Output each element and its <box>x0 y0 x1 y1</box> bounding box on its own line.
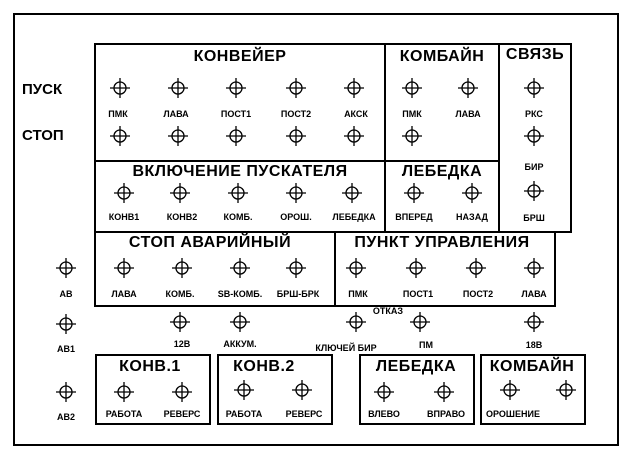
winch-label-back: НАЗАД <box>456 212 488 222</box>
conveyor-pmk-start-jack[interactable] <box>110 78 130 98</box>
jack-symbol-icon <box>344 78 364 98</box>
jack-symbol-icon <box>434 382 454 402</box>
row-label-stop: СТОП <box>22 127 64 144</box>
av1-label: АВ1 <box>56 344 76 354</box>
emergency-title: СТОП АВАРИЙНЫЙ <box>128 234 292 251</box>
emergency-label-sb-komb: SB-КОМБ. <box>217 289 263 299</box>
jack-symbol-icon <box>226 78 246 98</box>
jack-symbol-icon <box>230 312 250 332</box>
conv1-reverse-jack[interactable] <box>172 382 192 402</box>
jack-symbol-icon <box>346 312 366 332</box>
conveyor-post2-start-jack[interactable] <box>286 78 306 98</box>
emergency-lava-jack[interactable] <box>114 258 134 278</box>
jack-symbol-icon <box>524 181 544 201</box>
comms-bir-jack[interactable] <box>524 126 544 146</box>
comms-label-bir: БИР <box>524 162 544 172</box>
winch-label-right: ВПРАВО <box>427 409 465 419</box>
winch-left-jack[interactable] <box>374 382 394 402</box>
jack-symbol-icon <box>168 78 188 98</box>
conveyor-label-post2: ПОСТ2 <box>280 109 312 119</box>
control-post2-jack[interactable] <box>466 258 486 278</box>
battery-label: АККУМ. <box>223 339 257 349</box>
conveyor-label-aksk: АКСК <box>344 109 368 119</box>
emergency-sb-komb-jack[interactable] <box>230 258 250 278</box>
conveyor-pmk-stop-jack[interactable] <box>110 126 130 146</box>
jack-symbol-icon <box>500 380 520 400</box>
conveyor-post1-start-jack[interactable] <box>226 78 246 98</box>
jack-symbol-icon <box>172 258 192 278</box>
emergency-label-brsh-brk: БРШ-БРК <box>276 289 320 299</box>
starter-label-konv1: КОНВ1 <box>108 212 140 222</box>
av1-jack[interactable] <box>56 314 76 334</box>
jack-symbol-icon <box>402 78 422 98</box>
control-lava-jack[interactable] <box>524 258 544 278</box>
comms-rks-jack[interactable] <box>524 78 544 98</box>
jack-symbol-icon <box>524 258 544 278</box>
jack-symbol-icon <box>56 314 76 334</box>
jack-symbol-icon <box>110 126 130 146</box>
emergency-brsh-brk-jack[interactable] <box>286 258 306 278</box>
conv2-label-work: РАБОТА <box>225 409 263 419</box>
control-label-pmk: ПМК <box>348 289 368 299</box>
conveyor-post1-stop-jack[interactable] <box>226 126 246 146</box>
conveyor-lava-start-jack[interactable] <box>168 78 188 98</box>
starter-orosh-jack[interactable] <box>286 183 306 203</box>
jack-symbol-icon <box>292 380 312 400</box>
comms-brsh-jack[interactable] <box>524 181 544 201</box>
control-label-post2: ПОСТ2 <box>462 289 494 299</box>
starter-komb-jack[interactable] <box>228 183 248 203</box>
starter-label-komb: КОМБ. <box>223 212 253 222</box>
av-label: АВ <box>59 289 73 299</box>
jack-symbol-icon <box>462 183 482 203</box>
starter-konv2-jack[interactable] <box>170 183 190 203</box>
jack-symbol-icon <box>524 78 544 98</box>
comms-label-brsh: БРШ <box>523 213 545 223</box>
jack-symbol-icon <box>286 78 306 98</box>
jack-symbol-icon <box>170 183 190 203</box>
combine-pmk-start-jack[interactable] <box>402 78 422 98</box>
12v-jack[interactable] <box>170 312 190 332</box>
jack-symbol-icon <box>374 382 394 402</box>
conveyor-title: КОНВЕЙЕР <box>193 48 287 65</box>
av2-label: АВ2 <box>56 412 76 422</box>
winch-right-jack[interactable] <box>434 382 454 402</box>
jack-symbol-icon <box>344 126 364 146</box>
pm-label: ПМ <box>419 340 433 350</box>
av2-jack[interactable] <box>56 382 76 402</box>
winch-bottom-title: ЛЕБЕДКА <box>375 358 457 375</box>
starter-label-konv2: КОНВ2 <box>166 212 198 222</box>
jack-symbol-icon <box>466 258 486 278</box>
jack-symbol-icon <box>170 312 190 332</box>
jack-symbol-icon <box>172 382 192 402</box>
pm-jack[interactable] <box>410 312 430 332</box>
fault-label: ОТКАЗ <box>372 306 404 316</box>
conveyor-aksk-start-jack[interactable] <box>344 78 364 98</box>
winch-back-jack[interactable] <box>462 183 482 203</box>
jack-symbol-icon <box>556 380 576 400</box>
emergency-label-lava: ЛАВА <box>111 289 137 299</box>
winch-label-left: ВЛЕВО <box>368 409 400 419</box>
conv2-work-jack[interactable] <box>234 380 254 400</box>
jack-symbol-icon <box>56 382 76 402</box>
control-label-post1: ПОСТ1 <box>402 289 434 299</box>
starter-label-winch: ЛЕБЕДКА <box>332 212 376 222</box>
jack-symbol-icon <box>286 183 306 203</box>
18v-label: 18В <box>525 340 543 350</box>
conveyor-post2-stop-jack[interactable] <box>286 126 306 146</box>
control-point-title: ПУНКТ УПРАВЛЕНИЯ <box>354 234 530 251</box>
combine-irrigation-jack-1[interactable] <box>500 380 520 400</box>
winch-top-title: ЛЕБЕДКА <box>401 163 483 180</box>
starter-konv1-jack[interactable] <box>114 183 134 203</box>
jack-symbol-icon <box>114 258 134 278</box>
conveyor-aksk-stop-jack[interactable] <box>344 126 364 146</box>
comms-label-rks: РКС <box>525 109 543 119</box>
jack-symbol-icon <box>110 78 130 98</box>
row-label-start: ПУСК <box>22 81 63 98</box>
starter-title: ВКЛЮЧЕНИЕ ПУСКАТЕЛЯ <box>132 163 348 180</box>
jack-symbol-icon <box>114 382 134 402</box>
winch-label-forward: ВПЕРЕД <box>395 212 433 222</box>
combine-bottom-title: КОМБАЙН <box>489 358 575 375</box>
comms-title: СВЯЗЬ <box>505 46 565 63</box>
starter-label-orosh: ОРОШ. <box>280 212 312 222</box>
combine-label-pmk: ПМК <box>402 109 422 119</box>
av-jack[interactable] <box>56 258 76 278</box>
control-label-lava: ЛАВА <box>521 289 547 299</box>
conv1-label-reverse: РЕВЕРС <box>163 409 201 419</box>
jack-symbol-icon <box>402 126 422 146</box>
combine-lava-start-jack[interactable] <box>458 78 478 98</box>
jack-symbol-icon <box>342 183 362 203</box>
jack-symbol-icon <box>404 183 424 203</box>
jack-symbol-icon <box>226 126 246 146</box>
jack-symbol-icon <box>524 312 544 332</box>
conv1-title: КОНВ.1 <box>119 358 181 375</box>
jack-symbol-icon <box>230 258 250 278</box>
conveyor-label-pmk: ПМК <box>108 109 128 119</box>
jack-symbol-icon <box>346 258 366 278</box>
conv2-label-reverse: РЕВЕРС <box>285 409 323 419</box>
conveyor-label-lava: ЛАВА <box>163 109 189 119</box>
combine-pmk-stop-jack[interactable] <box>402 126 422 146</box>
winch-forward-jack[interactable] <box>404 183 424 203</box>
jack-symbol-icon <box>458 78 478 98</box>
control-pmk-jack[interactable] <box>346 258 366 278</box>
bir-key-jack[interactable] <box>346 312 366 332</box>
jack-symbol-icon <box>228 183 248 203</box>
conveyor-label-post1: ПОСТ1 <box>220 109 252 119</box>
conveyor-lava-stop-jack[interactable] <box>168 126 188 146</box>
conv2-title: КОНВ.2 <box>233 358 295 375</box>
12v-label: 12В <box>173 339 191 349</box>
jack-symbol-icon <box>286 126 306 146</box>
combine-irrigation-jack-2[interactable] <box>556 380 576 400</box>
conv2-reverse-jack[interactable] <box>292 380 312 400</box>
starter-winch-jack[interactable] <box>342 183 362 203</box>
jack-symbol-icon <box>114 183 134 203</box>
combine-label-irrigation: ОРОШЕНИЕ <box>486 409 540 419</box>
combine-label-lava: ЛАВА <box>455 109 481 119</box>
emergency-label-komb: КОМБ. <box>165 289 195 299</box>
control-post1-jack[interactable] <box>406 258 426 278</box>
jack-symbol-icon <box>406 258 426 278</box>
jack-symbol-icon <box>234 380 254 400</box>
emergency-komb-jack[interactable] <box>172 258 192 278</box>
18v-jack[interactable] <box>524 312 544 332</box>
jack-symbol-icon <box>410 312 430 332</box>
conv1-label-work: РАБОТА <box>105 409 143 419</box>
jack-symbol-icon <box>524 126 544 146</box>
battery-jack[interactable] <box>230 312 250 332</box>
jack-symbol-icon <box>286 258 306 278</box>
combine-title: КОМБАЙН <box>399 48 485 65</box>
jack-symbol-icon <box>168 126 188 146</box>
jack-symbol-icon <box>56 258 76 278</box>
conv1-work-jack[interactable] <box>114 382 134 402</box>
bir-key-label: КЛЮЧЕЙ БИР <box>315 343 377 353</box>
